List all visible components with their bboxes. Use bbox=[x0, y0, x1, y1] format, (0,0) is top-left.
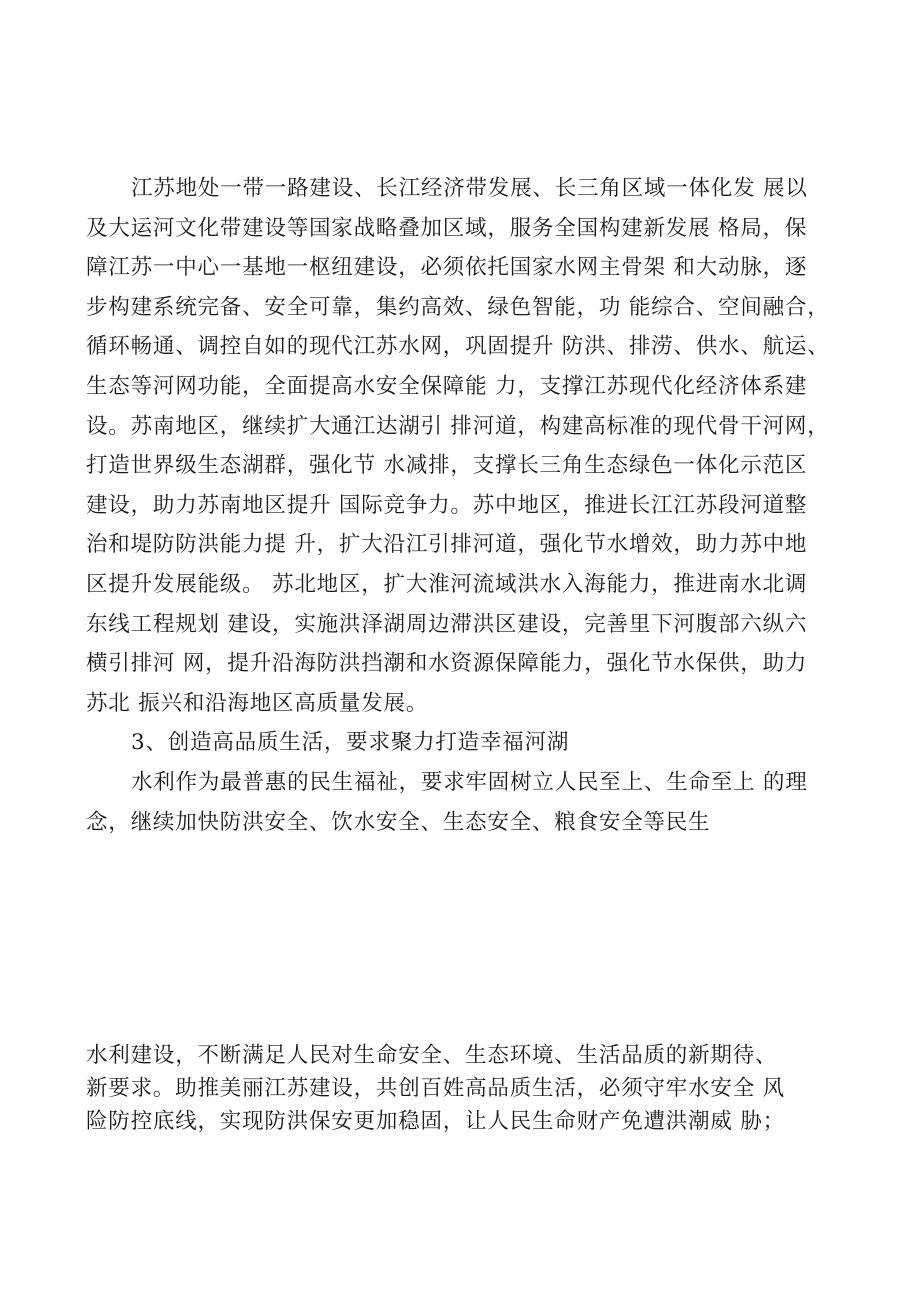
paragraph-line: 水利作为最普惠的民生福祉，要求牢固树立人民至上、生命至上 的理 bbox=[131, 769, 808, 795]
paragraph-line: 险防控底线，实现防洪保安更加稳固，让人民生命财产免遭洪潮威 胁； bbox=[86, 1109, 785, 1134]
paragraph-line: 及大运河文化带建设等国家战略叠加区域，服务全国构建新发展 格局，保 bbox=[86, 215, 808, 241]
section-heading: 3、创造高品质生活，要求聚力打造幸福河湖 bbox=[131, 730, 570, 756]
paragraph-line: 设。苏南地区，继续扩大通江达湖引 排河道，构建高标准的现代骨干河网， bbox=[86, 413, 830, 439]
paragraph-line: 循环畅通、调控自如的现代江苏水网，巩固提升 防洪、排涝、供水、航运、 bbox=[86, 334, 830, 360]
paragraph-line: 横引排河 网，提升沿海防洪挡潮和水资源保障能力，强化节水保供，助力 bbox=[86, 651, 808, 677]
paragraph-line: 区提升发展能级。 苏北地区，扩大淮河流域洪水入海能力，推进南水北调 bbox=[86, 571, 808, 597]
paragraph-line: 治和堤防防洪能力提 升，扩大沿江引排河道，强化节水增效，助力苏中地 bbox=[86, 532, 808, 558]
paragraph-line: 念，继续加快防洪安全、饮水安全、生态安全、粮食安全等民生 bbox=[86, 809, 711, 835]
paragraph-line: 建设，助力苏南地区提升 国际竞争力。苏中地区，推进长江江苏段河道整 bbox=[86, 492, 808, 518]
paragraph-line: 生态等河网功能，全面提高水安全保障能 力，支撑江苏现代化经济体系建 bbox=[86, 373, 808, 399]
paragraph-line: 水利建设，不断满足人民对生命安全、生态环境、生活品质的新期待、 bbox=[86, 1043, 778, 1068]
paragraph-line: 江苏地处一带一路建设、长江经济带发展、长三角区域一体化发 展以 bbox=[131, 176, 808, 201]
tail-text-block bbox=[86, 1039, 846, 1138]
paragraph-line: 步构建系统完备、安全可靠，集约高效、绿色智能，功 能综合、空间融合， bbox=[86, 294, 830, 320]
paragraph-line: 新要求。助推美丽江苏建设，共创百姓高品质生活，必须守牢水安全 风 bbox=[86, 1076, 785, 1101]
paragraph-line: 东线工程规划 建设，实施洪泽湖周边滞洪区建设，完善里下河腹部六纵六 bbox=[86, 611, 808, 637]
paragraph-line: 苏北 振兴和沿海地区高质量发展。 bbox=[86, 690, 429, 716]
main-text-block bbox=[86, 169, 846, 842]
paragraph-line: 障江苏一中心一基地一枢纽建设，必须依托国家水网主骨架 和大动脉，逐 bbox=[86, 255, 808, 281]
paragraph-line: 打造世界级生态湖群，强化节 水减排，支撑长三角生态绿色一体化示范区 bbox=[86, 453, 808, 479]
